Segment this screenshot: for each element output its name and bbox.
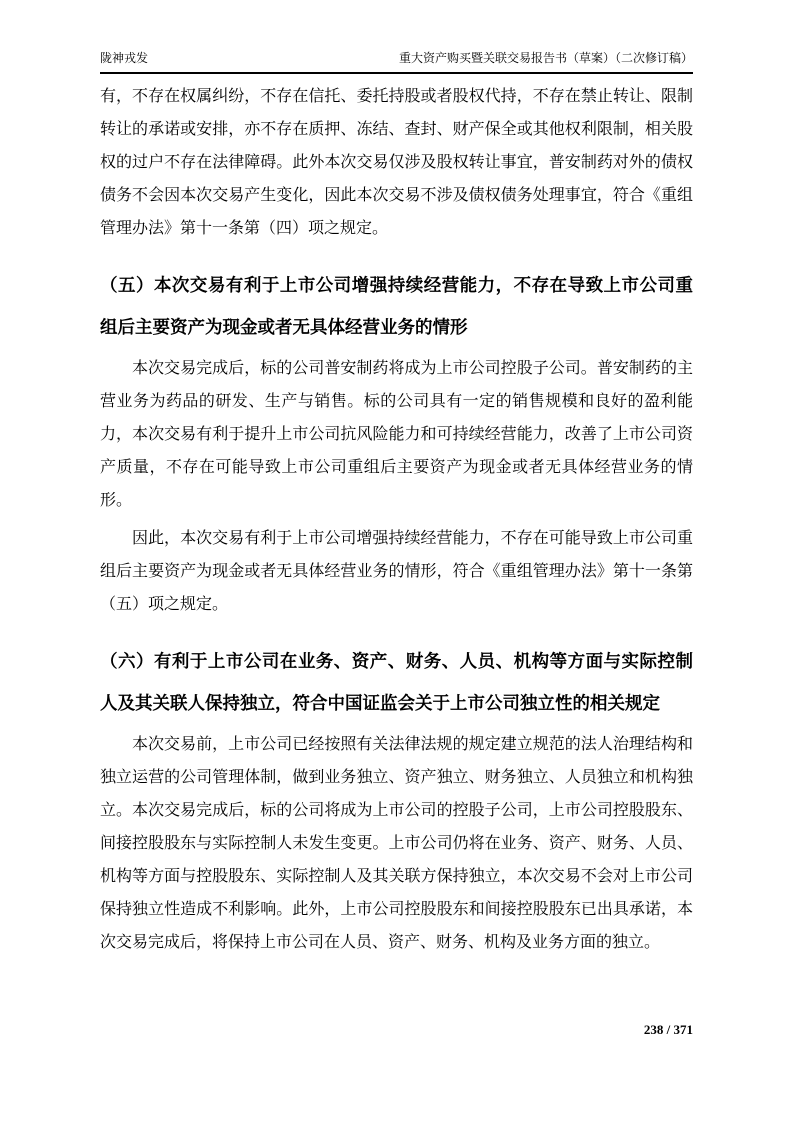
section-heading-5: （五）本次交易有利于上市公司增强持续经营能力，不存在导致上市公司重组后主要资产为现金或者无具体经营业务的情形 xyxy=(100,275,693,337)
document-body xyxy=(100,80,693,964)
page-number: 238 / 371 xyxy=(643,1022,693,1037)
page-header xyxy=(100,50,693,74)
body-paragraph: 本次交易完成后，标的公司普安制药将成为上市公司控股子公司。普安制药的主营业务为药品的研发、生产与销售。标的公司具有一定的销售规模和良好的盈利能力，本次交易有利于提升上市公司抗风险能力和可持续经营能力，改善了上市公司资产质量，不存在可能导致上市公司重组后主要资产为现金或者无具体经营业务的情形。 xyxy=(100,360,693,509)
section-heading-6: （六）有利于上市公司在业务、资产、财务、人员、机构等方面与实际控制人及其关联人保持独立，符合中国证监会关于上市公司独立性的相关规定 xyxy=(100,651,693,713)
header-company-name: 陇神戎发 xyxy=(100,51,149,65)
body-paragraph: 因此，本次交易有利于上市公司增强持续经营能力，不存在可能导致上市公司重组后主要资产为现金或者无具体经营业务的情形，符合《重组管理办法》第十一条第（五）项之规定。 xyxy=(100,530,693,613)
header-report-title: 重大资产购买暨关联交易报告书（草案）（二次修订稿） xyxy=(398,51,693,65)
continuation-paragraph: 有，不存在权属纠纷，不存在信托、委托持股或者股权代持，不存在禁止转让、限制转让的承诺或安排，亦不存在质押、冻结、查封、财产保全或其他权利限制，相关股权的过户不存在法律障碍。此外本次交易仅涉及股权转让事宜，普安制药对外的债权债务不会因本次交易产生变化，因此本次交易不涉及债权债务处理事宜，符合《重组管理办法》第十一条第（四）项之规定。 xyxy=(100,88,693,237)
body-paragraph: 本次交易前，上市公司已经按照有关法律法规的规定建立规范的法人治理结构和独立运营的公司管理体制，做到业务独立、资产独立、财务独立、人员独立和机构独立。本次交易完成后，标的公司将成为上市公司的控股子公司，上市公司控股股东、间接控股股东与实际控制人未发生变更。上市公司仍将在业务、资产、财务、人员、机构等方面与控股股东、实际控制人及其关联方保持独立，本次交易不会对上市公司保持独立性造成不利影响。此外，上市公司控股股东和间接控股股东已出具承诺，本次交易完成后，将保持上市公司在人员、资产、财务、机构及业务方面的独立。 xyxy=(100,736,693,951)
